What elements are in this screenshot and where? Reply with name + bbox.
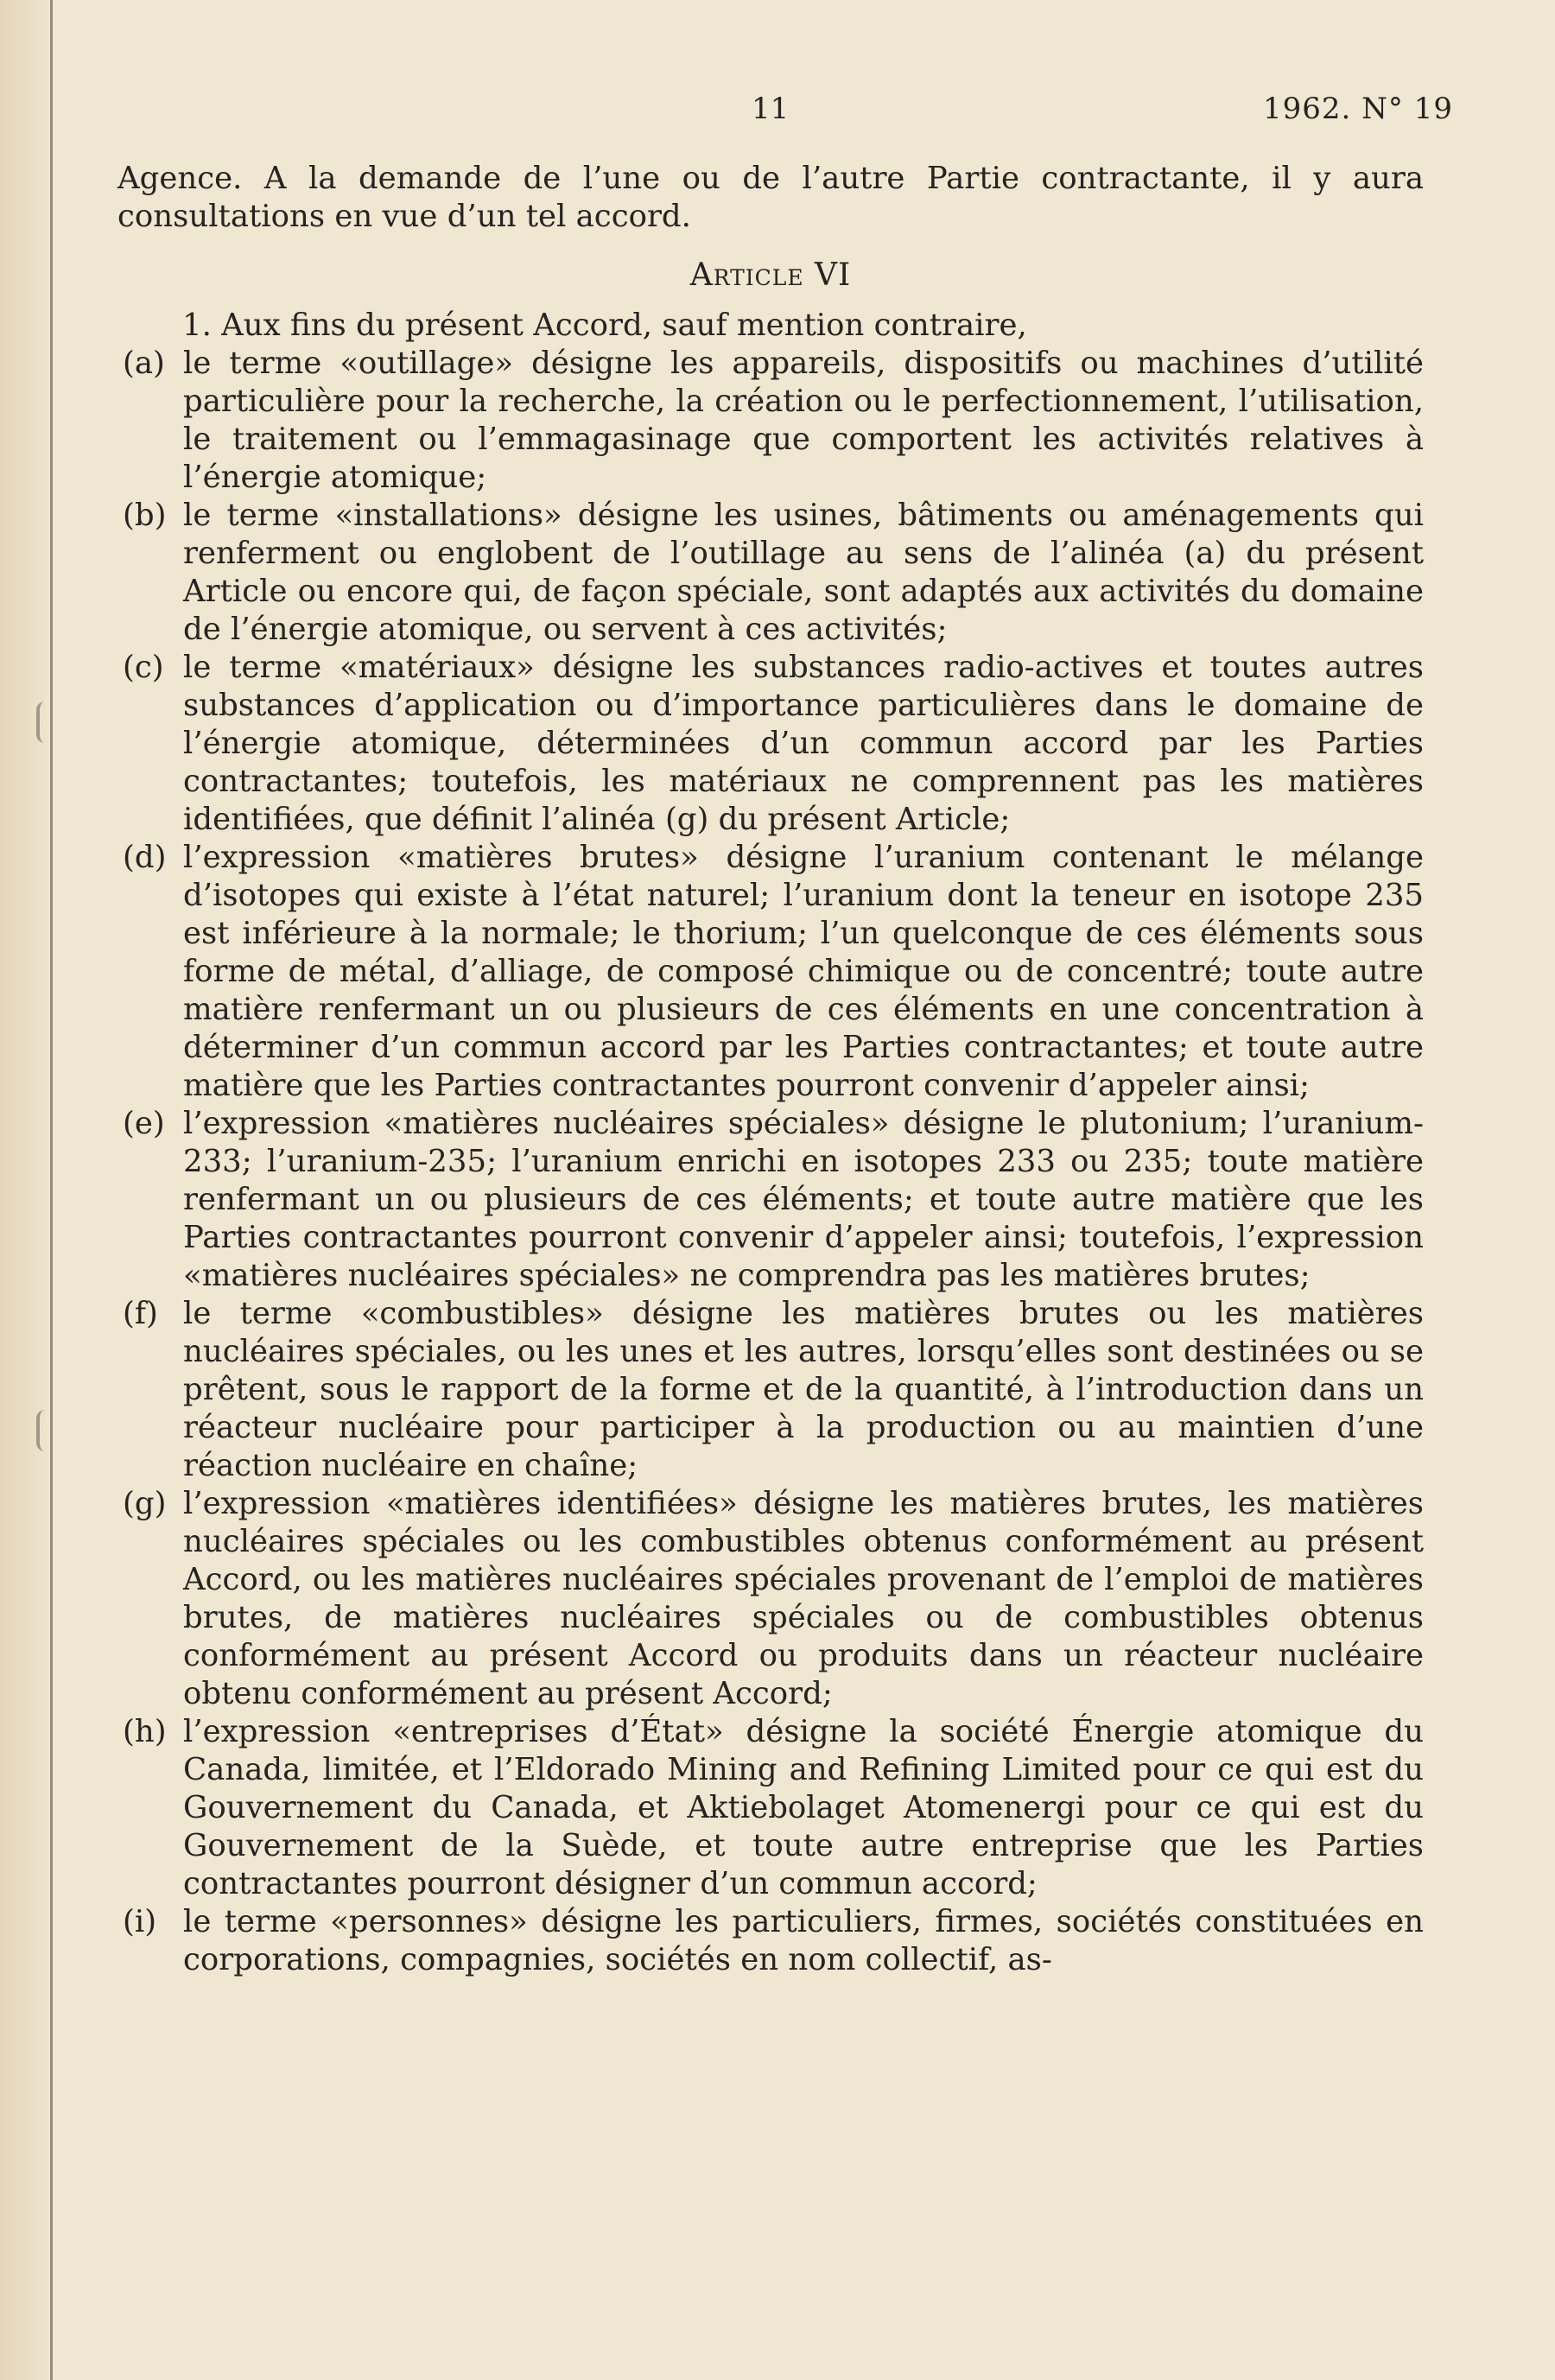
item-label: (e) [123,1106,165,1141]
item-text: le terme «installations» désigne les usines, bâtiments ou aménagements qui renferment ou englobent de l’outillage au sens de l’alinéa (a) du présent Article ou encore qui, de façon spéciale, sont adaptés aux activités du domaine de l’énergie atomique, ou servent à ces activités; [183,498,1424,647]
page-header [0,86,1555,138]
item-text: l’expression «matières nucléaires spéciales» désigne le plutonium; l’uranium-233; l’uranium-235; l’uranium enrichi en isotopes 233 ou 235; toute matière renfermant un ou plusieurs de ces éléments; et toute autre matière que les Parties contractantes pourront convenir d’appeler ainsi; toutefois, l’expression «matières nucléaires spéciales» ne comprendra pas les matières brutes; [183,1106,1424,1293]
page-edge [0,0,54,2380]
item-label: (c) [123,650,164,685]
article-heading: Article VI [689,257,852,293]
binding-mark [36,1410,64,1451]
definition-item [117,1105,1424,1295]
definition-item [117,1713,1424,1903]
binding-mark [36,701,64,743]
definition-item [117,1295,1424,1485]
item-text: l’expression «matières brutes» désigne l’uranium contenant le mélange d’isotopes qui existe à l’état naturel; l’uranium dont la teneur en isotope 235 est inférieure à la normale; le thorium; l’un quelconque de ces éléments sous forme de métal, d’alliage, de composé chimique ou de concentré; toute autre matière renfermant un ou plusieurs de ces éléments en une concentration à déterminer d’un commun accord par les Parties contractantes; et toute autre matière que les Parties contractantes pourront convenir d’appeler ainsi; [183,840,1424,1103]
definition-item [117,1903,1424,1979]
item-text: le terme «matériaux» désigne les substances radio-actives et toutes autres substances d’application ou d’importance particulières dans le domaine de l’énergie atomique, déterminées d’un commun accord par les Parties contractantes; toutefois, les matériaux ne comprennent pas les matières identifiées, que définit l’alinéa (g) du présent Article; [183,650,1424,837]
item-text: l’expression «entreprises d’État» désigne la société Énergie atomique du Canada, limitée, et l’Eldorado Mining and Refining Limited pour ce qui est du Gouvernement du Canada, et Aktiebolaget Atomenergi pour ce qui est du Gouvernement de la Suède, et toute autre entreprise que les Parties contractantes pourront désigner d’un commun accord; [183,1714,1424,1901]
definition-item [117,649,1424,839]
item-text: le terme «combustibles» désigne les matières brutes ou les matières nucléaires spéciales, ou les unes et les autres, lorsqu’elles sont destinées ou se prêtent, sous le rapport de la forme et de la quantité, à l’introduction dans un réacteur nucléaire pour participer à la production ou au maintien d’une réaction nucléaire en chaîne; [183,1296,1424,1483]
definition-item [117,497,1424,649]
item-text: le terme «outillage» désigne les appareils, dispositifs ou machines d’utilité particulière pour la recherche, la création ou le perfectionnement, l’utilisation, le traitement ou l’emmagasinage que comportent les activités relatives à l’énergie atomique; [183,346,1424,495]
binding-line [50,0,53,2380]
issue-number: 1962. N° 19 [1263,92,1453,126]
item-label: (f) [123,1296,158,1331]
paragraph-1: 1. Aux fins du présent Accord, sauf mention contraire, [182,308,1027,343]
item-label: (a) [123,346,165,381]
item-text: le terme «personnes» désigne les particuliers, firmes, sociétés constituées en corporations, compagnies, sociétés en nom collectif, as- [183,1904,1424,1977]
definition-item [117,839,1424,1105]
item-text: l’expression «matières identifiées» désigne les matières brutes, les matières nucléaires spéciales ou les combustibles obtenus conformément au présent Accord, ou les matières nucléaires spéciales provenant de l’emploi de matières brutes, de matières nucléaires spéciales ou de combustibles obtenus conformément au présent Accord ou produits dans un réacteur nucléaire obtenu conformément au présent Accord; [183,1486,1424,1711]
item-label: (g) [123,1486,167,1521]
item-label: (d) [123,840,167,875]
definition-item [117,345,1424,497]
document-body [117,160,1424,1979]
page-number: 11 [752,92,790,126]
intro-paragraph: Agence. A la demande de l’une ou de l’autre Partie contractante, il y aura consultations en vue d’un tel accord. [117,161,1424,234]
definition-item [117,1485,1424,1713]
item-label: (h) [123,1714,167,1749]
item-label: (b) [123,498,167,533]
item-label: (i) [123,1904,157,1939]
